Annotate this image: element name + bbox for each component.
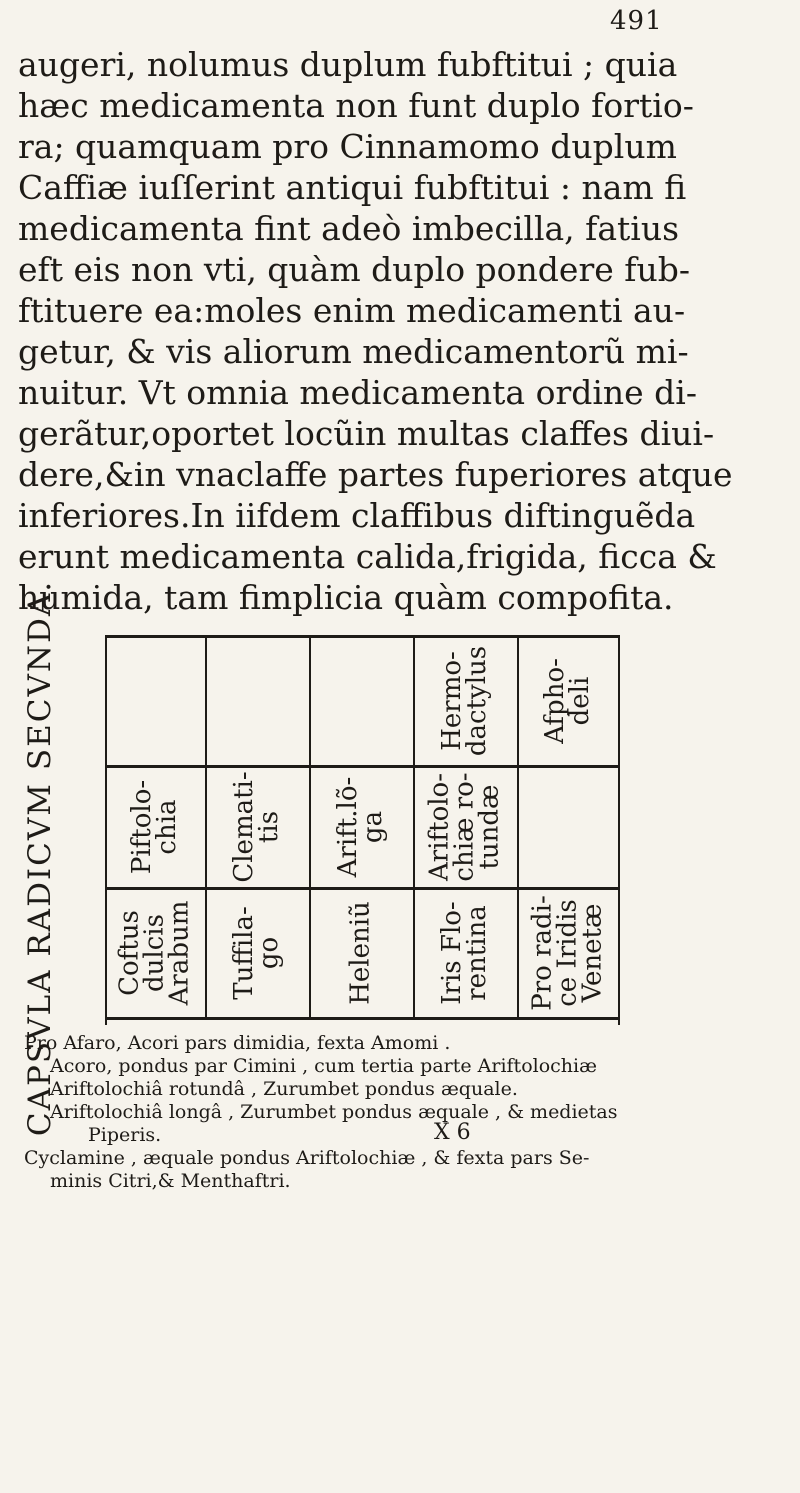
note-line: Pro Afaro, Acori pars dimidia, fexta Amomi . — [24, 1032, 451, 1054]
table-cell — [311, 768, 411, 886]
cell-line: Ariftolo- — [424, 773, 455, 882]
table-cell — [311, 890, 411, 1016]
cell-line: deli — [564, 676, 595, 726]
cell-line: dactylus — [462, 645, 492, 757]
cell-line: Heleniũ — [345, 901, 376, 1005]
text-line: ra; quamquam pro Cinnamomo duplum — [18, 127, 677, 166]
rule — [618, 635, 620, 1025]
text-line: eft eis non vti, quàm duplo pondere fub- — [18, 250, 690, 289]
table-cell — [107, 768, 203, 886]
cell-line: go — [254, 936, 284, 970]
cell-line: Afpho- — [539, 658, 570, 744]
rule — [105, 1017, 620, 1020]
page-number: 491 — [610, 6, 663, 36]
signature-mark: X 6 — [434, 1120, 471, 1145]
text-line: erunt medicamenta calida,frigida, ficca & — [18, 537, 717, 576]
cell-line: Arabum — [164, 900, 195, 1006]
cell-line: Coftus — [114, 910, 145, 996]
cell-line: Hermo- — [437, 651, 467, 751]
table-cell — [519, 890, 616, 1016]
table-cell — [107, 638, 203, 764]
text-line: getur, & vis aliorum medicamentorũ mi- — [18, 332, 689, 371]
body-paragraph — [18, 44, 798, 618]
cell-line: ga — [358, 810, 388, 844]
text-line: medicamenta fint adeò imbecilla, fatius — [18, 209, 680, 248]
table-cell — [207, 890, 307, 1016]
table-cell — [519, 768, 616, 886]
text-line: nuitur. Vt omnia medicamenta ordine di- — [18, 373, 697, 412]
text-line: Caffiæ iuſſerint antiqui fubftitui : nam fi — [18, 168, 687, 207]
substitution-notes — [24, 1032, 794, 1193]
table-title: CAPSVLA RADICVM SECVNDA. — [22, 579, 58, 1137]
cell-line: Venetæ — [577, 903, 607, 1003]
cell-line: dulcis — [139, 914, 170, 992]
table-cell — [415, 638, 515, 764]
table-cell — [207, 768, 307, 886]
text-line: dere,&in vnaclaffe partes fuperiores atque — [18, 455, 733, 494]
text-line: gerãtur,oportet locũin multas claffes diui- — [18, 414, 715, 453]
text-line: hæc medicamenta non funt duplo fortio- — [18, 86, 694, 125]
cell-line: ce Iridis — [552, 899, 582, 1007]
table-cell — [415, 768, 515, 886]
text-line: humida, tam fimplicia quàm compofita. — [18, 578, 674, 617]
note-line: Cyclamine , æquale pondus Ariftolochiæ , & fexta pars Se- — [24, 1147, 590, 1169]
cell-line: Arift.lõ- — [333, 776, 363, 878]
cell-line: rentina — [462, 905, 492, 1001]
note-line: Ariftolochiâ longâ , Zurumbet pondus æquale , & medietas — [50, 1101, 618, 1123]
cell-line: Piftolo- — [127, 779, 157, 875]
cell-line: chia — [152, 799, 182, 855]
cell-line: tis — [254, 810, 284, 844]
table-cell — [311, 638, 411, 764]
table-cell — [415, 890, 515, 1016]
cell-line: tundæ — [474, 784, 505, 870]
cell-line: Pro radi- — [527, 895, 557, 1011]
note-line: Acoro, pondus par Cimini , cum tertia parte Ariftolochiæ — [50, 1055, 597, 1077]
table-cell — [207, 638, 307, 764]
note-line: Ariftolochiâ rotundâ , Zurumbet pondus æquale. — [50, 1078, 518, 1100]
table-cell — [107, 890, 203, 1016]
table-cell — [519, 638, 616, 764]
text-line: inferiores.In iifdem claffibus diftinguẽda — [18, 496, 696, 535]
cell-line: Tuffila- — [229, 906, 259, 1000]
cell-line: Clemati- — [229, 771, 259, 883]
text-line: ftituere ea:moles enim medicamenti au- — [18, 291, 686, 330]
cell-line: chiæ ro- — [449, 772, 480, 882]
text-line: augeri, nolumus duplum fubftitui ; quia — [18, 45, 678, 84]
note-line: Piperis. — [88, 1124, 162, 1146]
cell-line: Iris Flo- — [437, 901, 467, 1005]
note-line: minis Citri,& Menthaftri. — [50, 1170, 291, 1192]
